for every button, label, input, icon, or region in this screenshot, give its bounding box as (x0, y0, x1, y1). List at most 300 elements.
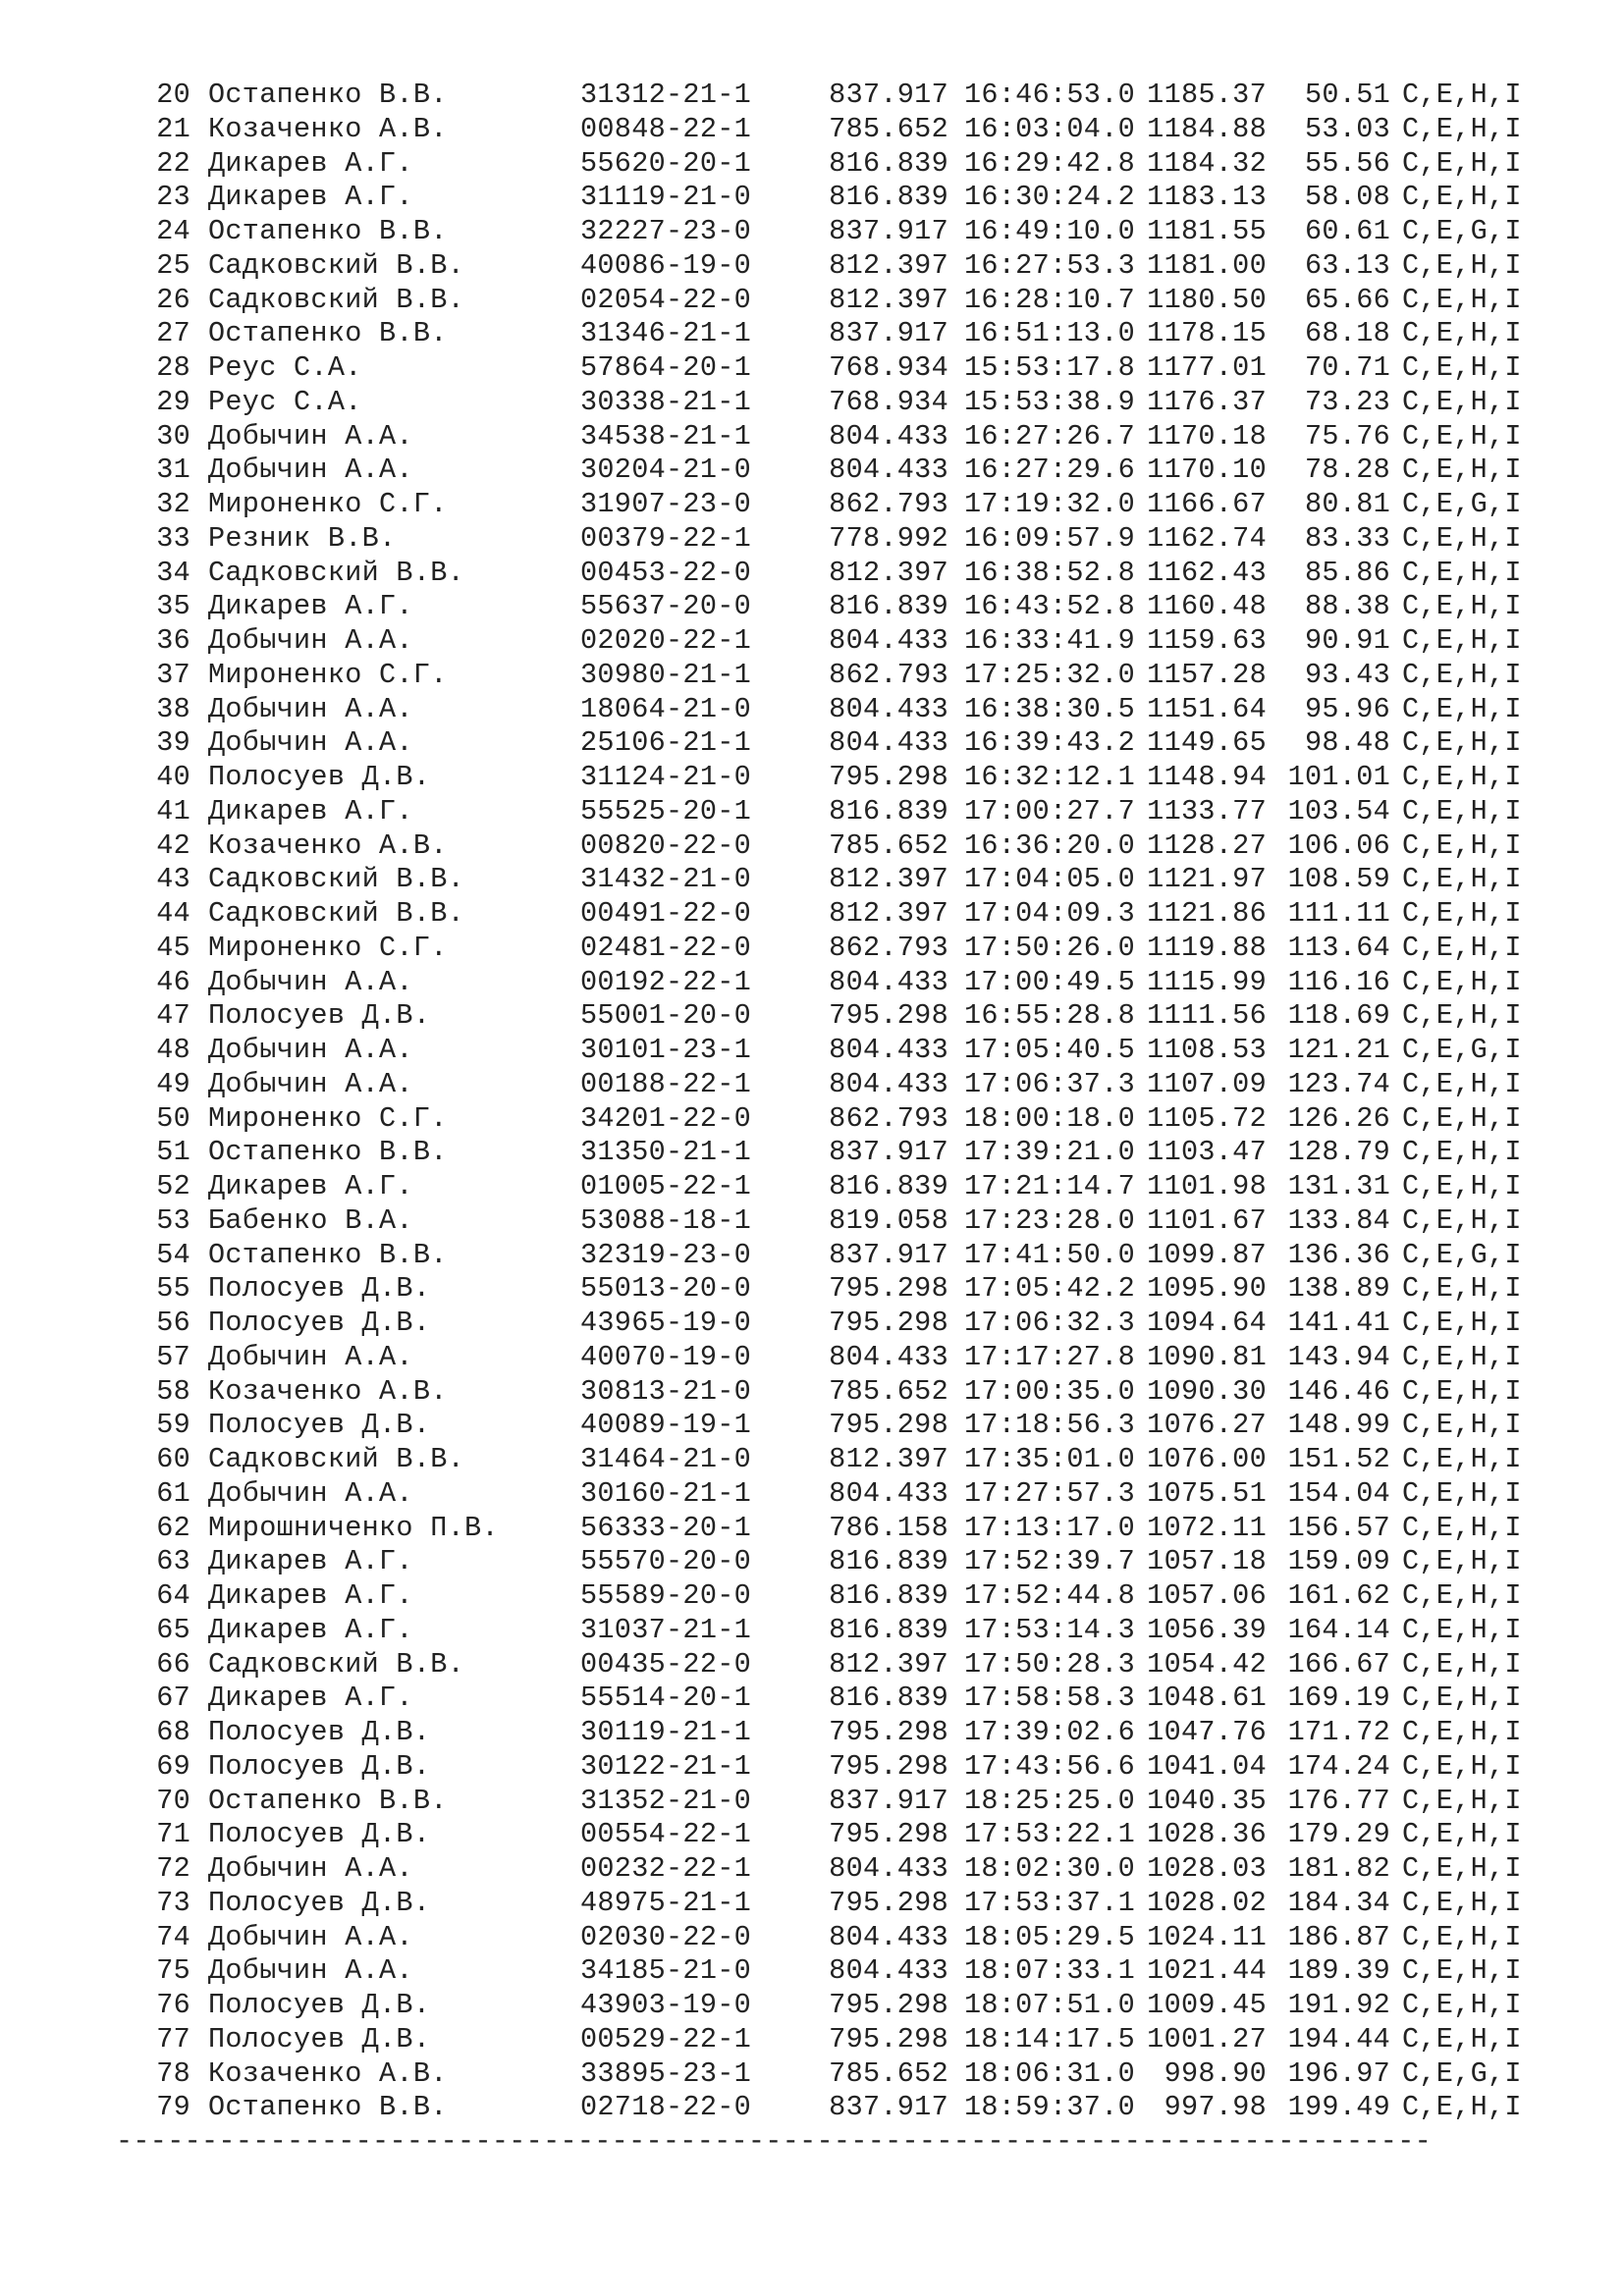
arrival-time: 17:41:50.0 (963, 1238, 1135, 1271)
table-row (116, 1614, 1579, 1648)
table-row (116, 1512, 1579, 1546)
points: 58.08 (1304, 181, 1390, 214)
arrival-time: 16:38:52.8 (963, 556, 1135, 589)
participant-name: Полосуев Д.В. (208, 1716, 431, 1748)
distance: 812.397 (829, 1647, 948, 1681)
speed: 1166.67 (1147, 488, 1267, 520)
ring-id: 02020-22-1 (580, 624, 752, 657)
participant-name: Добычин А.А. (208, 726, 413, 760)
points: 191.92 (1287, 1989, 1390, 2021)
row-number: 23 (156, 181, 190, 214)
participant-name: Остапенко В.В. (208, 1784, 448, 1817)
ring-id: 31352-21-0 (580, 1784, 752, 1817)
flags: C,E,H,I (1402, 248, 1522, 282)
arrival-time: 17:43:56.6 (963, 1749, 1135, 1783)
participant-name: Добычин А.А. (208, 419, 413, 453)
row-number: 30 (156, 419, 190, 453)
flags: C,E,H,I (1402, 1647, 1522, 1681)
arrival-time: 17:39:02.6 (963, 1716, 1135, 1748)
points: 95.96 (1304, 692, 1390, 725)
flags: C,E,G,I (1402, 215, 1522, 247)
table-row (116, 795, 1579, 829)
points: 80.81 (1304, 488, 1390, 520)
flags: C,E,H,I (1402, 999, 1522, 1033)
points: 143.94 (1287, 1340, 1390, 1373)
ring-id: 31119-21-0 (580, 181, 752, 214)
flags: C,E,H,I (1402, 146, 1522, 180)
arrival-time: 17:00:35.0 (963, 1374, 1135, 1408)
distance: 804.433 (829, 1920, 948, 1953)
arrival-time: 17:50:26.0 (963, 931, 1135, 964)
points: 166.67 (1287, 1647, 1390, 1681)
points: 118.69 (1287, 999, 1390, 1033)
flags: C,E,H,I (1402, 931, 1522, 964)
arrival-time: 17:05:42.2 (963, 1272, 1135, 1306)
ring-id: 31037-21-1 (580, 1613, 752, 1646)
points: 85.86 (1304, 556, 1390, 589)
table-row (116, 590, 1579, 624)
flags: C,E,H,I (1402, 1749, 1522, 1783)
distance: 816.839 (829, 794, 948, 828)
arrival-time: 16:30:24.2 (963, 181, 1135, 214)
participant-name: Реус С.А. (208, 351, 362, 384)
row-number: 56 (156, 1307, 190, 1339)
arrival-time: 17:53:14.3 (963, 1613, 1135, 1646)
distance: 785.652 (829, 2056, 948, 2090)
points: 111.11 (1287, 897, 1390, 930)
arrival-time: 15:53:17.8 (963, 351, 1135, 384)
speed: 1057.06 (1147, 1579, 1267, 1612)
speed: 1103.47 (1147, 1136, 1267, 1169)
speed: 1121.97 (1147, 863, 1267, 896)
table-row (116, 79, 1579, 113)
speed: 1121.86 (1147, 897, 1267, 930)
speed: 1177.01 (1147, 351, 1267, 384)
arrival-time: 18:59:37.0 (963, 2091, 1135, 2124)
table-row (116, 488, 1579, 522)
row-number: 34 (156, 556, 190, 589)
points: 60.61 (1304, 215, 1390, 247)
arrival-time: 18:05:29.5 (963, 1920, 1135, 1953)
speed: 1090.30 (1147, 1374, 1267, 1408)
ring-id: 33895-23-1 (580, 2056, 752, 2090)
arrival-time: 16:55:28.8 (963, 999, 1135, 1033)
row-number: 65 (156, 1613, 190, 1646)
speed: 1009.45 (1147, 1989, 1267, 2021)
speed: 1184.88 (1147, 112, 1267, 145)
arrival-time: 17:06:37.3 (963, 1067, 1135, 1100)
flags: C,E,H,I (1402, 454, 1522, 487)
points: 186.87 (1287, 1920, 1390, 1953)
points: 131.31 (1287, 1170, 1390, 1202)
distance: 804.433 (829, 726, 948, 760)
points: 138.89 (1287, 1272, 1390, 1306)
table-row (116, 454, 1579, 488)
distance: 768.934 (829, 385, 948, 418)
distance: 837.917 (829, 317, 948, 350)
distance: 804.433 (829, 1067, 948, 1100)
flags: C,E,H,I (1402, 1101, 1522, 1135)
row-number: 58 (156, 1374, 190, 1408)
flags: C,E,H,I (1402, 794, 1522, 828)
participant-name: Дикарев А.Г. (208, 1613, 413, 1646)
flags: C,E,H,I (1402, 1682, 1522, 1715)
flags: C,E,H,I (1402, 283, 1522, 316)
table-row (116, 932, 1579, 966)
flags: C,E,H,I (1402, 1067, 1522, 1100)
flags: C,E,H,I (1402, 761, 1522, 793)
participant-name: Садковский В.В. (208, 556, 465, 589)
distance: 862.793 (829, 931, 948, 964)
distance: 837.917 (829, 2091, 948, 2124)
flags: C,E,H,I (1402, 897, 1522, 930)
ring-id: 30980-21-1 (580, 658, 752, 691)
arrival-time: 18:02:30.0 (963, 1852, 1135, 1885)
participant-name: Остапенко В.В. (208, 2091, 448, 2124)
arrival-time: 17:25:32.0 (963, 658, 1135, 691)
arrival-time: 17:13:17.0 (963, 1511, 1135, 1544)
table-row (116, 1852, 1579, 1887)
distance: 795.298 (829, 761, 948, 793)
row-number: 52 (156, 1170, 190, 1202)
flags: C,E,H,I (1402, 1886, 1522, 1919)
table-row (116, 557, 1579, 591)
speed: 1047.76 (1147, 1716, 1267, 1748)
flags: C,E,H,I (1402, 1579, 1522, 1612)
table-row (116, 1579, 1579, 1614)
speed: 1057.18 (1147, 1545, 1267, 1578)
table-row (116, 624, 1579, 659)
ring-id: 02054-22-0 (580, 283, 752, 316)
points: 171.72 (1287, 1716, 1390, 1748)
points: 121.21 (1287, 1034, 1390, 1066)
row-number: 73 (156, 1886, 190, 1919)
points: 88.38 (1304, 590, 1390, 623)
points: 133.84 (1287, 1203, 1390, 1237)
table-row (116, 317, 1579, 351)
table-row (116, 1545, 1579, 1579)
ring-id: 01005-22-1 (580, 1170, 752, 1202)
distance: 795.298 (829, 2022, 948, 2056)
speed: 1111.56 (1147, 999, 1267, 1033)
distance: 795.298 (829, 1886, 948, 1919)
speed: 1099.87 (1147, 1238, 1267, 1271)
flags: C,E,G,I (1402, 488, 1522, 520)
table-row (116, 863, 1579, 897)
participant-name: Добычин А.А. (208, 1852, 413, 1885)
flags: C,E,H,I (1402, 79, 1522, 111)
distance: 837.917 (829, 1238, 948, 1271)
participant-name: Козаченко А.В. (208, 1374, 448, 1408)
distance: 785.652 (829, 828, 948, 862)
points: 159.09 (1287, 1545, 1390, 1578)
ring-id: 00379-22-1 (580, 521, 752, 555)
row-number: 22 (156, 146, 190, 180)
speed: 1075.51 (1147, 1476, 1267, 1510)
participant-name: Полосуев Д.В. (208, 761, 431, 793)
speed: 1041.04 (1147, 1749, 1267, 1783)
arrival-time: 17:35:01.0 (963, 1443, 1135, 1475)
participant-name: Полосуев Д.В. (208, 1272, 431, 1306)
ring-id: 31124-21-0 (580, 761, 752, 793)
participant-name: Дикарев А.Г. (208, 1682, 413, 1715)
table-row (116, 1682, 1579, 1716)
points: 184.34 (1287, 1886, 1390, 1919)
table-row (116, 1170, 1579, 1204)
table-row (116, 2091, 1579, 2125)
distance: 812.397 (829, 283, 948, 316)
participant-name: Добычин А.А. (208, 1034, 413, 1066)
distance: 804.433 (829, 1034, 948, 1066)
ring-id: 34201-22-0 (580, 1101, 752, 1135)
table-row (116, 420, 1579, 454)
arrival-time: 16:33:41.9 (963, 624, 1135, 657)
speed: 1149.65 (1147, 726, 1267, 760)
participant-name: Дикарев А.Г. (208, 590, 413, 623)
arrival-time: 15:53:38.9 (963, 385, 1135, 418)
row-number: 62 (156, 1511, 190, 1544)
ring-id: 56333-20-1 (580, 1511, 752, 1544)
points: 108.59 (1287, 863, 1390, 896)
row-number: 29 (156, 385, 190, 418)
row-number: 47 (156, 999, 190, 1033)
speed: 1094.64 (1147, 1307, 1267, 1339)
flags: C,E,H,I (1402, 658, 1522, 691)
arrival-time: 17:27:57.3 (963, 1476, 1135, 1510)
flags: C,E,H,I (1402, 726, 1522, 760)
distance: 795.298 (829, 1409, 948, 1442)
ring-id: 55589-20-0 (580, 1579, 752, 1612)
speed: 1108.53 (1147, 1034, 1267, 1066)
ring-id: 00491-22-0 (580, 897, 752, 930)
points: 90.91 (1304, 624, 1390, 657)
distance: 795.298 (829, 999, 948, 1033)
ring-id: 55525-20-1 (580, 794, 752, 828)
arrival-time: 17:06:32.3 (963, 1307, 1135, 1339)
points: 50.51 (1304, 79, 1390, 111)
row-number: 51 (156, 1136, 190, 1169)
table-row (116, 249, 1579, 284)
arrival-time: 17:04:05.0 (963, 863, 1135, 896)
ring-id: 31346-21-1 (580, 317, 752, 350)
points: 83.33 (1304, 521, 1390, 555)
ring-id: 31907-23-0 (580, 488, 752, 520)
speed: 1133.77 (1147, 794, 1267, 828)
speed: 1028.36 (1147, 1818, 1267, 1851)
distance: 837.917 (829, 1784, 948, 1817)
distance: 816.839 (829, 1170, 948, 1202)
participant-name: Дикарев А.Г. (208, 1545, 413, 1578)
row-number: 36 (156, 624, 190, 657)
distance: 804.433 (829, 624, 948, 657)
points: 116.16 (1287, 965, 1390, 998)
arrival-time: 18:07:33.1 (963, 1954, 1135, 1988)
ring-id: 30204-21-0 (580, 454, 752, 487)
arrival-time: 16:29:42.8 (963, 146, 1135, 180)
flags: C,E,H,I (1402, 181, 1522, 214)
distance: 812.397 (829, 863, 948, 896)
ring-id: 40089-19-1 (580, 1409, 752, 1442)
arrival-time: 16:27:53.3 (963, 248, 1135, 282)
row-number: 28 (156, 351, 190, 384)
flags: C,E,H,I (1402, 1409, 1522, 1442)
arrival-time: 17:53:22.1 (963, 1818, 1135, 1851)
speed: 1101.67 (1147, 1203, 1267, 1237)
flags: C,E,H,I (1402, 317, 1522, 350)
flags: C,E,H,I (1402, 863, 1522, 896)
participant-name: Садковский В.В. (208, 1647, 465, 1681)
arrival-time: 16:51:13.0 (963, 317, 1135, 350)
arrival-time: 17:19:32.0 (963, 488, 1135, 520)
row-number: 67 (156, 1682, 190, 1715)
arrival-time: 18:06:31.0 (963, 2056, 1135, 2090)
points: 98.48 (1304, 726, 1390, 760)
speed: 1076.00 (1147, 1443, 1267, 1475)
ring-id: 43903-19-0 (580, 1989, 752, 2021)
table-row (116, 1648, 1579, 1682)
distance: 837.917 (829, 79, 948, 111)
speed: 1170.18 (1147, 419, 1267, 453)
flags: C,E,H,I (1402, 828, 1522, 862)
points: 103.54 (1287, 794, 1390, 828)
row-number: 24 (156, 215, 190, 247)
speed: 1028.03 (1147, 1852, 1267, 1885)
row-number: 78 (156, 2056, 190, 2090)
speed: 1119.88 (1147, 931, 1267, 964)
arrival-time: 17:52:44.8 (963, 1579, 1135, 1612)
participant-name: Дикарев А.Г. (208, 1579, 413, 1612)
points: 194.44 (1287, 2022, 1390, 2056)
arrival-time: 16:09:57.9 (963, 521, 1135, 555)
points: 196.97 (1287, 2056, 1390, 2090)
table-row (116, 659, 1579, 693)
points: 68.18 (1304, 317, 1390, 350)
arrival-time: 17:21:14.7 (963, 1170, 1135, 1202)
points: 161.62 (1287, 1579, 1390, 1612)
participant-name: Полосуев Д.В. (208, 2022, 431, 2056)
distance: 795.298 (829, 1307, 948, 1339)
row-number: 26 (156, 283, 190, 316)
arrival-time: 17:05:40.5 (963, 1034, 1135, 1066)
arrival-time: 16:38:30.5 (963, 692, 1135, 725)
distance: 862.793 (829, 488, 948, 520)
row-number: 50 (156, 1101, 190, 1135)
participant-name: Садковский В.В. (208, 283, 465, 316)
points: 63.13 (1304, 248, 1390, 282)
row-number: 76 (156, 1989, 190, 2021)
speed: 1028.02 (1147, 1886, 1267, 1919)
table-row (116, 351, 1579, 386)
ring-id: 43965-19-0 (580, 1307, 752, 1339)
speed: 1054.42 (1147, 1647, 1267, 1681)
row-number: 43 (156, 863, 190, 896)
participant-name: Полосуев Д.В. (208, 999, 431, 1033)
table-row (116, 1239, 1579, 1273)
flags: C,E,H,I (1402, 1545, 1522, 1578)
distance: 804.433 (829, 1954, 948, 1988)
flags: C,E,H,I (1402, 590, 1522, 623)
points: 123.74 (1287, 1067, 1390, 1100)
speed: 1076.27 (1147, 1409, 1267, 1442)
flags: C,E,G,I (1402, 2056, 1522, 2090)
participant-name: Добычин А.А. (208, 692, 413, 725)
row-number: 32 (156, 488, 190, 520)
speed: 1095.90 (1147, 1272, 1267, 1306)
participant-name: Полосуев Д.В. (208, 1989, 431, 2021)
participant-name: Добычин А.А. (208, 1340, 413, 1373)
row-number: 72 (156, 1852, 190, 1885)
table-row (116, 1375, 1579, 1410)
points: 169.19 (1287, 1682, 1390, 1715)
table-row (116, 1341, 1579, 1375)
ring-id: 00453-22-0 (580, 556, 752, 589)
ring-id: 30122-21-1 (580, 1749, 752, 1783)
row-number: 79 (156, 2091, 190, 2124)
speed: 1107.09 (1147, 1067, 1267, 1100)
flags: C,E,H,I (1402, 2091, 1522, 2124)
flags: C,E,H,I (1402, 1511, 1522, 1544)
arrival-time: 16:49:10.0 (963, 215, 1135, 247)
speed: 1181.00 (1147, 248, 1267, 282)
flags: C,E,H,I (1402, 1340, 1522, 1373)
participant-name: Мироненко С.Г. (208, 931, 448, 964)
table-row (116, 1954, 1579, 1989)
table-row (116, 829, 1579, 864)
table-row (116, 1785, 1579, 1819)
ring-id: 02718-22-0 (580, 2091, 752, 2124)
arrival-time: 16:43:52.8 (963, 590, 1135, 623)
distance: 768.934 (829, 351, 948, 384)
speed: 997.98 (1164, 2091, 1267, 2124)
speed: 1178.15 (1147, 317, 1267, 350)
flags: C,E,H,I (1402, 556, 1522, 589)
distance: 804.433 (829, 1476, 948, 1510)
ring-id: 34538-21-1 (580, 419, 752, 453)
ring-id: 25106-21-1 (580, 726, 752, 760)
distance: 795.298 (829, 1716, 948, 1748)
ring-id: 31464-21-0 (580, 1443, 752, 1475)
table-row (116, 999, 1579, 1034)
participant-name: Добычин А.А. (208, 1067, 413, 1100)
row-number: 38 (156, 692, 190, 725)
flags: C,E,H,I (1402, 1920, 1522, 1953)
points: 128.79 (1287, 1136, 1390, 1169)
arrival-time: 16:27:26.7 (963, 419, 1135, 453)
distance: 816.839 (829, 181, 948, 214)
flags: C,E,H,I (1402, 351, 1522, 384)
points: 113.64 (1287, 931, 1390, 964)
distance: 804.433 (829, 1340, 948, 1373)
participant-name: Добычин А.А. (208, 1954, 413, 1988)
ring-id: 55013-20-0 (580, 1272, 752, 1306)
row-number: 37 (156, 658, 190, 691)
ring-id: 02481-22-0 (580, 931, 752, 964)
participant-name: Остапенко В.В. (208, 215, 448, 247)
row-number: 33 (156, 521, 190, 555)
speed: 1048.61 (1147, 1682, 1267, 1715)
row-number: 57 (156, 1340, 190, 1373)
speed: 1101.98 (1147, 1170, 1267, 1202)
table-row (116, 1716, 1579, 1750)
speed: 1170.10 (1147, 454, 1267, 487)
distance: 785.652 (829, 112, 948, 145)
ring-id: 00192-22-1 (580, 965, 752, 998)
table-row (116, 761, 1579, 795)
row-number: 61 (156, 1476, 190, 1510)
table-row (116, 1887, 1579, 1921)
speed: 1176.37 (1147, 385, 1267, 418)
ring-id: 32227-23-0 (580, 215, 752, 247)
